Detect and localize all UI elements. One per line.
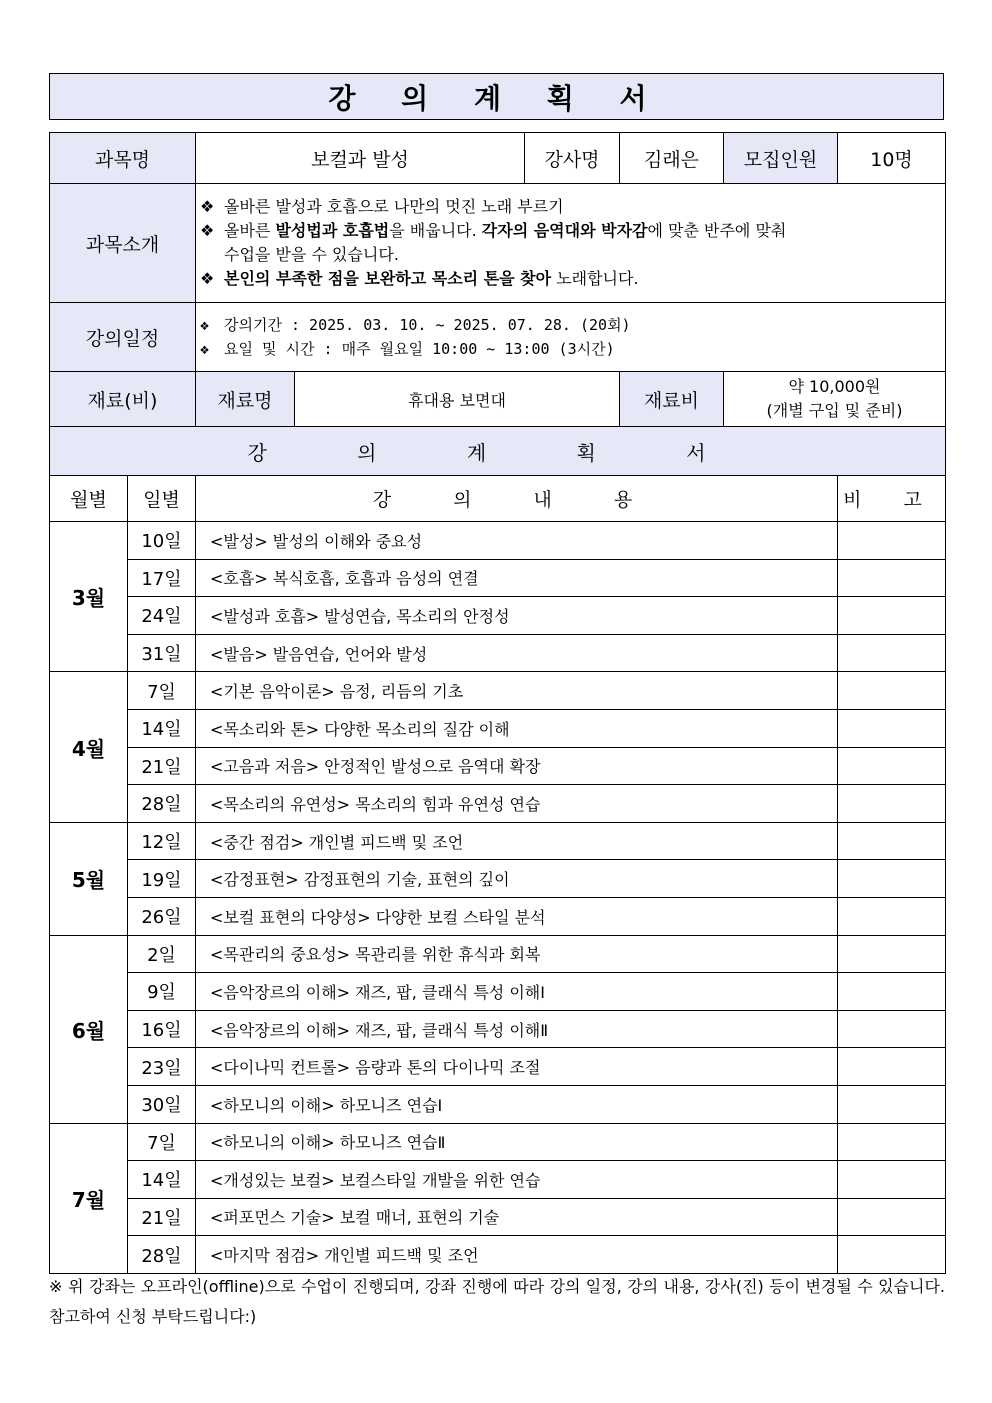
content-cell: <마지막 점검> 개인별 피드백 및 조언: [196, 1236, 838, 1274]
table-row: [50, 672, 946, 710]
instructor-label: 강사명: [525, 133, 620, 184]
content-cell: <음악장르의 이해> 재즈, 팝, 클래식 특성 이해Ⅱ: [196, 1010, 838, 1048]
table-row: [50, 597, 946, 635]
note-cell: [838, 973, 946, 1011]
day-cell: 12일: [128, 822, 196, 860]
table-row: [50, 1085, 946, 1123]
table-row: [50, 1198, 946, 1236]
day-cell: 7일: [128, 672, 196, 710]
table-row: [50, 935, 946, 973]
intro-content: [196, 184, 946, 303]
day-cell: 26일: [128, 897, 196, 935]
note-cell: [838, 672, 946, 710]
day-cell: 24일: [128, 597, 196, 635]
table-row: [50, 897, 946, 935]
table-row: [50, 1048, 946, 1086]
day-cell: 21일: [128, 1198, 196, 1236]
course-label: 과목명: [50, 133, 196, 184]
note-cell: [838, 935, 946, 973]
table-row: [50, 860, 946, 898]
col-note-header: 비 고: [838, 476, 946, 522]
note-cell: [838, 634, 946, 672]
day-cell: 14일: [128, 1161, 196, 1199]
content-cell: <음악장르의 이해> 재즈, 팝, 클래식 특성 이해Ⅰ: [196, 973, 838, 1011]
capacity-label: 모집인원: [724, 133, 838, 184]
capacity-value: 10명: [838, 133, 946, 184]
table-row: [50, 973, 946, 1011]
content-cell: <기본 음악이론> 음정, 리듬의 기초: [196, 672, 838, 710]
table-row: [50, 709, 946, 747]
material-fee-label: 재료비: [620, 372, 724, 427]
schedule-content: [196, 303, 946, 372]
table-row: [50, 559, 946, 597]
table-row: [50, 822, 946, 860]
day-cell: 14일: [128, 709, 196, 747]
material-label: 재료(비): [50, 372, 196, 427]
schedule-label: 강의일정: [50, 303, 196, 372]
intro-line-2-cont: 수업을 받을 수 있습니다.: [224, 245, 399, 264]
month-cell: 3월: [50, 522, 128, 672]
intro-line-1: 올바른 발성과 호흡으로 나만의 멋진 노래 부르기: [224, 197, 564, 216]
schedule-time: 요일 및 시간 : 매주 월요일 10:00 ~ 13:00 (3시간): [224, 340, 615, 358]
content-cell: <다이나믹 컨트롤> 음량과 톤의 다이나믹 조절: [196, 1048, 838, 1086]
table-row: [50, 785, 946, 823]
day-cell: 28일: [128, 1236, 196, 1274]
day-cell: 19일: [128, 860, 196, 898]
content-cell: <퍼포먼스 기술> 보컬 매너, 표현의 기술: [196, 1198, 838, 1236]
plan-section-title: 강 의 계 획 서: [50, 427, 946, 476]
content-cell: <감정표현> 감정표현의 기술, 표현의 깊이: [196, 860, 838, 898]
document-title: 강 의 계 획 서: [49, 73, 944, 120]
month-cell: 4월: [50, 672, 128, 822]
day-cell: 7일: [128, 1123, 196, 1161]
material-fee-value: 약 10,000원 (개별 구입 및 준비): [724, 372, 946, 427]
month-cell: 6월: [50, 935, 128, 1123]
content-cell: <하모니의 이해> 하모니즈 연습Ⅱ: [196, 1123, 838, 1161]
content-cell: <발음> 발음연습, 언어와 발성: [196, 634, 838, 672]
note-cell: [838, 747, 946, 785]
table-row: [50, 747, 946, 785]
day-cell: 9일: [128, 973, 196, 1011]
note-cell: [838, 897, 946, 935]
table-row: [50, 1161, 946, 1199]
intro-label: 과목소개: [50, 184, 196, 303]
footer-note: ※ 위 강좌는 오프라인(offline)으로 수업이 진행되며, 강좌 진행에 따라 강의 일정, 강의 내용, 강사(진) 등이 변경될 수 있습니다. 참고하여 신청 부탁드립니다:): [49, 1277, 945, 1326]
plan-header-row: [50, 476, 946, 522]
content-cell: <중간 점검> 개인별 피드백 및 조언: [196, 822, 838, 860]
content-cell: <발성> 발성의 이해와 중요성: [196, 522, 838, 560]
month-cell: 7월: [50, 1123, 128, 1273]
syllabus-table: [49, 132, 946, 1274]
day-cell: 28일: [128, 785, 196, 823]
bullet-icon: ❖: [200, 269, 215, 288]
day-cell: 30일: [128, 1085, 196, 1123]
material-name-value: 휴대용 보면대: [295, 372, 620, 427]
bullet-icon: ❖: [200, 340, 210, 358]
intro-line-2: 올바른 발성법과 호흡법을 배웁니다. 각자의 음역대와 박자감에 맞춘 반주에 맞춰: [224, 221, 787, 240]
note-cell: [838, 709, 946, 747]
instructor-value: 김래은: [620, 133, 724, 184]
note-cell: [838, 597, 946, 635]
schedule-period: 강의기간 : 2025. 03. 10. ~ 2025. 07. 28. (20회): [224, 316, 631, 334]
content-cell: <하모니의 이해> 하모니즈 연습Ⅰ: [196, 1085, 838, 1123]
table-row: [50, 634, 946, 672]
content-cell: <목소리의 유연성> 목소리의 힘과 유연성 연습: [196, 785, 838, 823]
day-cell: 31일: [128, 634, 196, 672]
material-name-label: 재료명: [196, 372, 295, 427]
content-cell: <개성있는 보컬> 보컬스타일 개발을 위한 연습: [196, 1161, 838, 1199]
bullet-icon: ❖: [200, 316, 210, 334]
note-cell: [838, 1198, 946, 1236]
note-cell: [838, 1048, 946, 1086]
content-cell: <발성과 호흡> 발성연습, 목소리의 안정성: [196, 597, 838, 635]
bullet-icon: ❖: [200, 197, 215, 216]
day-cell: 16일: [128, 1010, 196, 1048]
col-content-header: 강 의 내 용: [196, 476, 838, 522]
note-cell: [838, 1010, 946, 1048]
note-cell: [838, 1236, 946, 1274]
day-cell: 21일: [128, 747, 196, 785]
table-row: [50, 1123, 946, 1161]
note-cell: [838, 860, 946, 898]
content-cell: <목소리와 톤> 다양한 목소리의 질감 이해: [196, 709, 838, 747]
table-row: [50, 522, 946, 560]
bullet-icon: ❖: [200, 221, 215, 240]
day-cell: 10일: [128, 522, 196, 560]
table-row: [50, 1010, 946, 1048]
note-cell: [838, 1085, 946, 1123]
content-cell: <고음과 저음> 안정적인 발성으로 음역대 확장: [196, 747, 838, 785]
day-cell: 17일: [128, 559, 196, 597]
day-cell: 23일: [128, 1048, 196, 1086]
col-month-header: 월별: [50, 476, 128, 522]
table-row: [50, 1236, 946, 1274]
day-cell: 2일: [128, 935, 196, 973]
note-cell: [838, 559, 946, 597]
note-cell: [838, 1123, 946, 1161]
note-cell: [838, 785, 946, 823]
note-cell: [838, 822, 946, 860]
note-cell: [838, 1161, 946, 1199]
col-day-header: 일별: [128, 476, 196, 522]
content-cell: <보컬 표현의 다양성> 다양한 보컬 스타일 분석: [196, 897, 838, 935]
intro-line-3: 본인의 부족한 점을 보완하고 목소리 톤을 찾아 노래합니다.: [224, 269, 639, 288]
note-cell: [838, 522, 946, 560]
content-cell: <호흡> 복식호흡, 호흡과 음성의 연결: [196, 559, 838, 597]
course-value: 보컬과 발성: [196, 133, 525, 184]
month-cell: 5월: [50, 822, 128, 935]
content-cell: <목관리의 중요성> 목관리를 위한 휴식과 회복: [196, 935, 838, 973]
